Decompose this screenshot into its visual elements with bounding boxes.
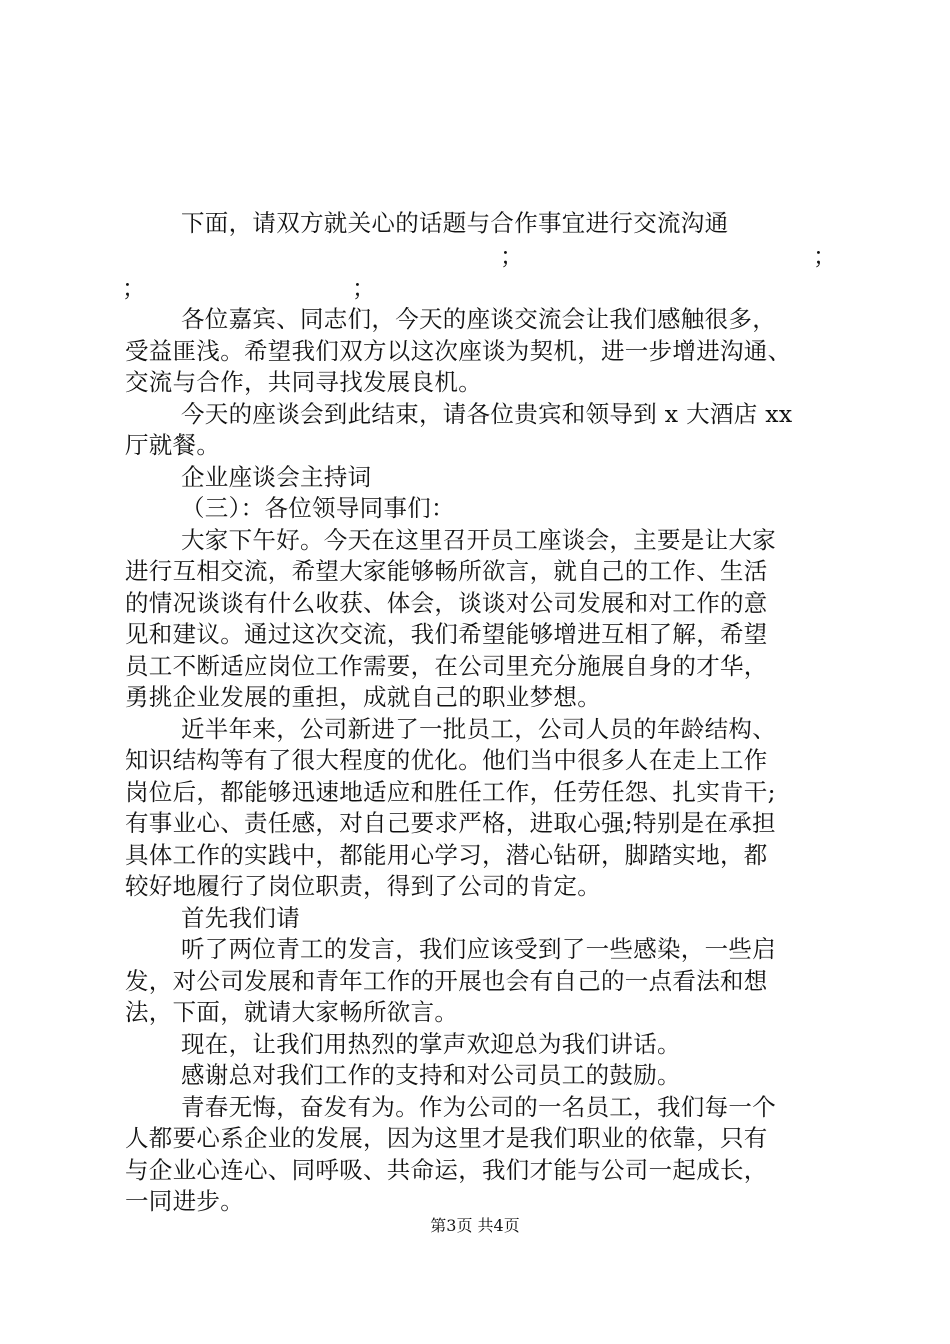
- text-line: 企业座谈会主持词: [181, 463, 372, 491]
- text-line: 进行互相交流，希望大家能够畅所欲言，就自己的工作、生活: [125, 557, 768, 585]
- text-line: 较好地履行了岗位职责，得到了公司的肯定。: [125, 872, 601, 900]
- text-line: 厅就餐。: [125, 431, 221, 459]
- text-line: ；: [813, 242, 837, 270]
- text-line: 具体工作的实践中，都能用心学习，潜心钻研，脚踏实地，都: [125, 841, 768, 869]
- text-line: 交流与合作，共同寻找发展良机。: [125, 368, 482, 396]
- page-footer: 第3页 共4页: [430, 1216, 520, 1235]
- text-line: 听了两位青工的发言，我们应该受到了一些感染，一些启: [181, 935, 776, 963]
- text-line: 的情况谈谈有什么收获、体会，谈谈对公司发展和对工作的意: [125, 589, 768, 617]
- text-line: 今天的座谈会到此结束，请各位贵宾和领导到 x 大酒店 xx: [181, 400, 793, 428]
- text-line: 感谢总对我们工作的支持和对公司员工的鼓励。: [181, 1061, 681, 1089]
- text-line: 首先我们请: [181, 904, 300, 932]
- text-line: 知识结构等有了很大程度的优化。他们当中很多人在走上工作: [125, 746, 768, 774]
- text-line: 发，对公司发展和青年工作的开展也会有自己的一点看法和想: [125, 967, 768, 995]
- text-line: 法，下面，就请大家畅所欲言。: [125, 998, 459, 1026]
- text-line: ；: [500, 242, 524, 270]
- text-line: 勇挑企业发展的重担，成就自己的职业梦想。: [125, 683, 601, 711]
- text-line: 与企业心连心、同呼吸、共命运，我们才能与公司一起成长，: [125, 1156, 768, 1184]
- text-line: 员工不断适应岗位工作需要，在公司里充分施展自身的才华，: [125, 652, 768, 680]
- text-line: 现在，让我们用热烈的掌声欢迎总为我们讲话。: [181, 1030, 681, 1058]
- text-line: ；: [352, 274, 376, 302]
- text-line: 见和建议。通过这次交流，我们希望能够增进互相了解，希望: [125, 620, 768, 648]
- text-line: 下面，请双方就关心的话题与合作事宜进行交流沟通: [181, 209, 729, 237]
- text-line: 各位嘉宾、同志们，今天的座谈交流会让我们感触很多，: [181, 305, 776, 333]
- text-line: 青春无悔，奋发有为。作为公司的一名员工，我们每一个: [181, 1093, 776, 1121]
- text-line: 大家下午好。今天在这里召开员工座谈会，主要是让大家: [181, 526, 776, 554]
- text-line: 一同进步。: [125, 1187, 244, 1215]
- text-line: 近半年来，公司新进了一批员工，公司人员的年龄结构、: [181, 715, 776, 743]
- text-line: ；: [122, 274, 146, 302]
- text-line: 有事业心、责任感，对自己要求严格，进取心强;特别是在承担: [125, 809, 776, 837]
- text-line: 岗位后，都能够迅速地适应和胜任工作，任劳任怨、扎实肯干;: [125, 778, 776, 806]
- text-line: 受益匪浅。希望我们双方以这次座谈为契机，进一步增进沟通、: [125, 337, 792, 365]
- text-line: （三）：各位领导同事们：: [181, 494, 455, 522]
- text-line: 人都要心系企业的发展，因为这里才是我们职业的依靠，只有: [125, 1124, 768, 1152]
